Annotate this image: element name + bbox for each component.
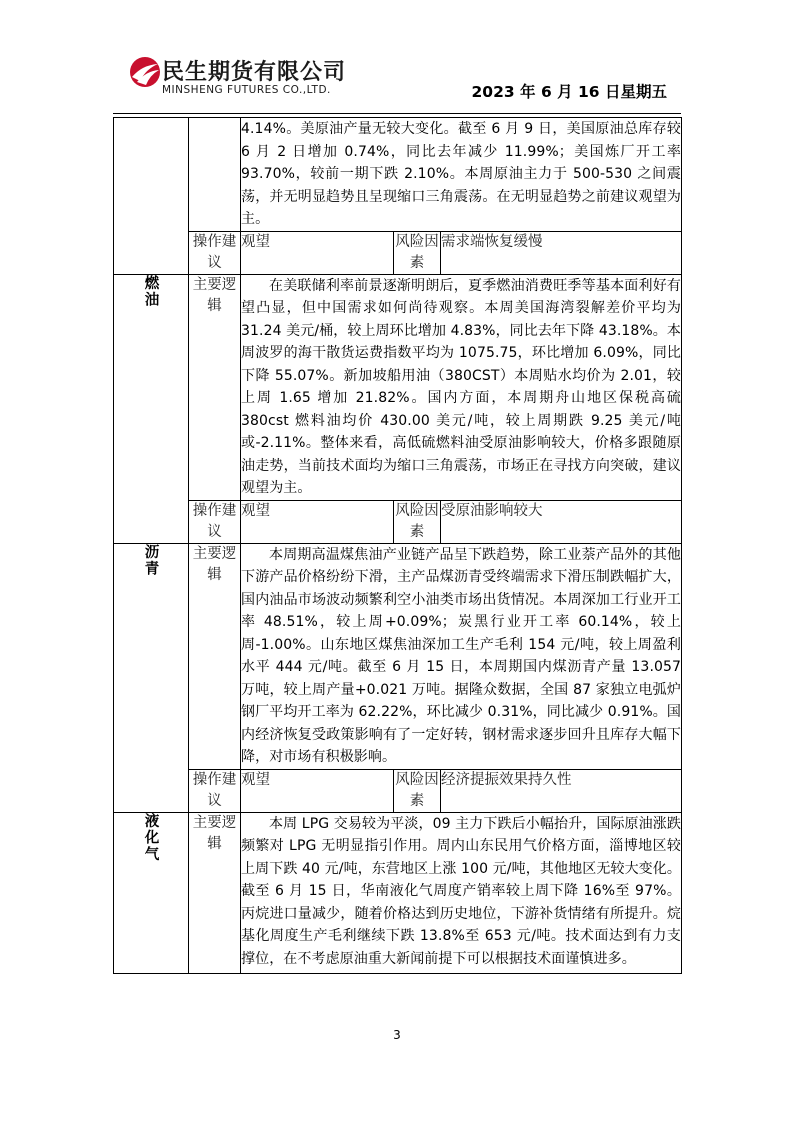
logic-label-cell	[189, 118, 241, 232]
company-name-en: MINSHENG FUTURES CO.,LTD.	[162, 84, 331, 96]
category-cell	[114, 118, 189, 275]
advice-label: 操作建议	[189, 500, 241, 543]
logic-label: 主要逻辑	[189, 543, 241, 769]
company-name-cn: 民生期货有限公司	[162, 60, 347, 85]
table-row	[114, 769, 682, 812]
report-date: 2023 年 6 月 16 日星期五	[471, 83, 667, 101]
logic-label: 主要逻辑	[189, 812, 241, 973]
logic-text: 4.14%。美原油产量无较大变化。截至 6 月 9 日，美国原油总库存较 6 月 2 日增加 0.74%，同比去年减少 11.99%；美国炼厂开工率 93.70%，较前一期下跌 2.10%。本周原油主力于 500-530 之间震荡，并无明显趋势且呈现缩口三角震荡。在无明显趋势之前建议观望为主。	[241, 121, 682, 227]
table-row	[114, 500, 682, 543]
category-label: 液化气	[142, 812, 159, 862]
risk-value: 受原油影响较大	[441, 500, 682, 543]
logic-cell	[241, 274, 682, 500]
category-cell	[114, 543, 189, 812]
company-logo	[128, 55, 378, 100]
logic-label: 主要逻辑	[189, 274, 241, 500]
risk-label: 风险因素	[394, 500, 441, 543]
risk-value: 经济提振效果持久性	[441, 769, 682, 812]
logic-text: 在美联储利率前景逐渐明朗后，夏季燃油消费旺季等基本面利好有望凸显，但中国需求如何尚待观察。本周美国海湾裂解差价平均为 31.24 美元/桶，较上周环比增加 4.83%，同比去年下降 43.18%。本周波罗的海干散货运费指数平均为 1075.75，环比增加 6.09%，同比下降 55.07%。新加坡船用油（380CST）本周贴水均价为 2.01，较上周 1.65 增加 21.82%。国内方面，本周期舟山地区保税高硫 380cst 燃料油均价 430.00 美元/吨，较上周期跌 9.25 美元/吨或-2.11%。整体来看，高低硫燃料油受原油影响较大，价格多跟随原油走势，当前技术面均为缩口三角震荡，市场正在寻找方向突破，建议观望为主。	[241, 277, 682, 496]
header-divider	[113, 113, 681, 114]
category-cell	[114, 274, 189, 543]
logic-cell	[241, 812, 682, 973]
table-row	[114, 274, 682, 500]
logic-cell	[241, 118, 682, 232]
table-row	[114, 543, 682, 769]
table-row	[114, 812, 682, 973]
table-row	[114, 231, 682, 274]
commodity-table	[113, 117, 682, 974]
page-number: 3	[393, 1028, 401, 1042]
logic-text: 本周期高温煤焦油产业链产品呈下跌趋势，除工业萘产品外的其他下游产品价格纷纷下滑，主产品煤沥青受终端需求下滑压制跌幅扩大，国内油品市场波动频繁利空小油类市场出货情况。本周深加工行业开工率 48.51%，较上周+0.09%；炭黑行业开工率 60.14%，较上周-1.00%。山东地区煤焦油深加工生产毛利 154 元/吨，较上周盈利水平 444 元/吨。截至 6 月 15 日，本周期国内煤沥青产量 13.057 万吨，较上周产量+0.021 万吨。据隆众数据，全国 87 家独立电弧炉钢厂平均开工率为 62.22%，环比减少 0.31%，同比减少 0.91%。国内经济恢复受政策影响有了一定好转，钢材需求逐步回升且库存大幅下降，对市场有积极影响。	[241, 546, 682, 765]
risk-label: 风险因素	[394, 769, 441, 812]
advice-value: 观望	[241, 769, 394, 812]
advice-value: 观望	[241, 231, 394, 274]
table-row	[114, 118, 682, 232]
category-cell	[114, 812, 189, 973]
minsheng-logo-icon	[128, 55, 162, 89]
category-label: 沥青	[142, 543, 159, 577]
advice-label: 操作建议	[189, 231, 241, 274]
logic-cell	[241, 543, 682, 769]
category-label: 燃油	[142, 274, 159, 308]
advice-label: 操作建议	[189, 769, 241, 812]
risk-label: 风险因素	[394, 231, 441, 274]
risk-value: 需求端恢复缓慢	[441, 231, 682, 274]
logic-text: 本周 LPG 交易较为平淡，09 主力下跌后小幅抬升，国际原油涨跌频繁对 LPG 无明显指引作用。周内山东民用气价格方面，淄博地区较上周下跌 40 元/吨，东营地区上涨 100 元/吨，其他地区无较大变化。截至 6 月 15 日，华南液化气周度产销率较上周下降 16%至 97%。丙烷进口量减少，随着价格达到历史地位，下游补货情绪有所提升。烷基化周度生产毛利继续下跌 13.8%至 653 元/吨。技术面达到有力支撑位，在不考虑原油重大新闻前提下可以根据技术面谨慎进多。	[241, 815, 682, 967]
advice-value: 观望	[241, 500, 394, 543]
